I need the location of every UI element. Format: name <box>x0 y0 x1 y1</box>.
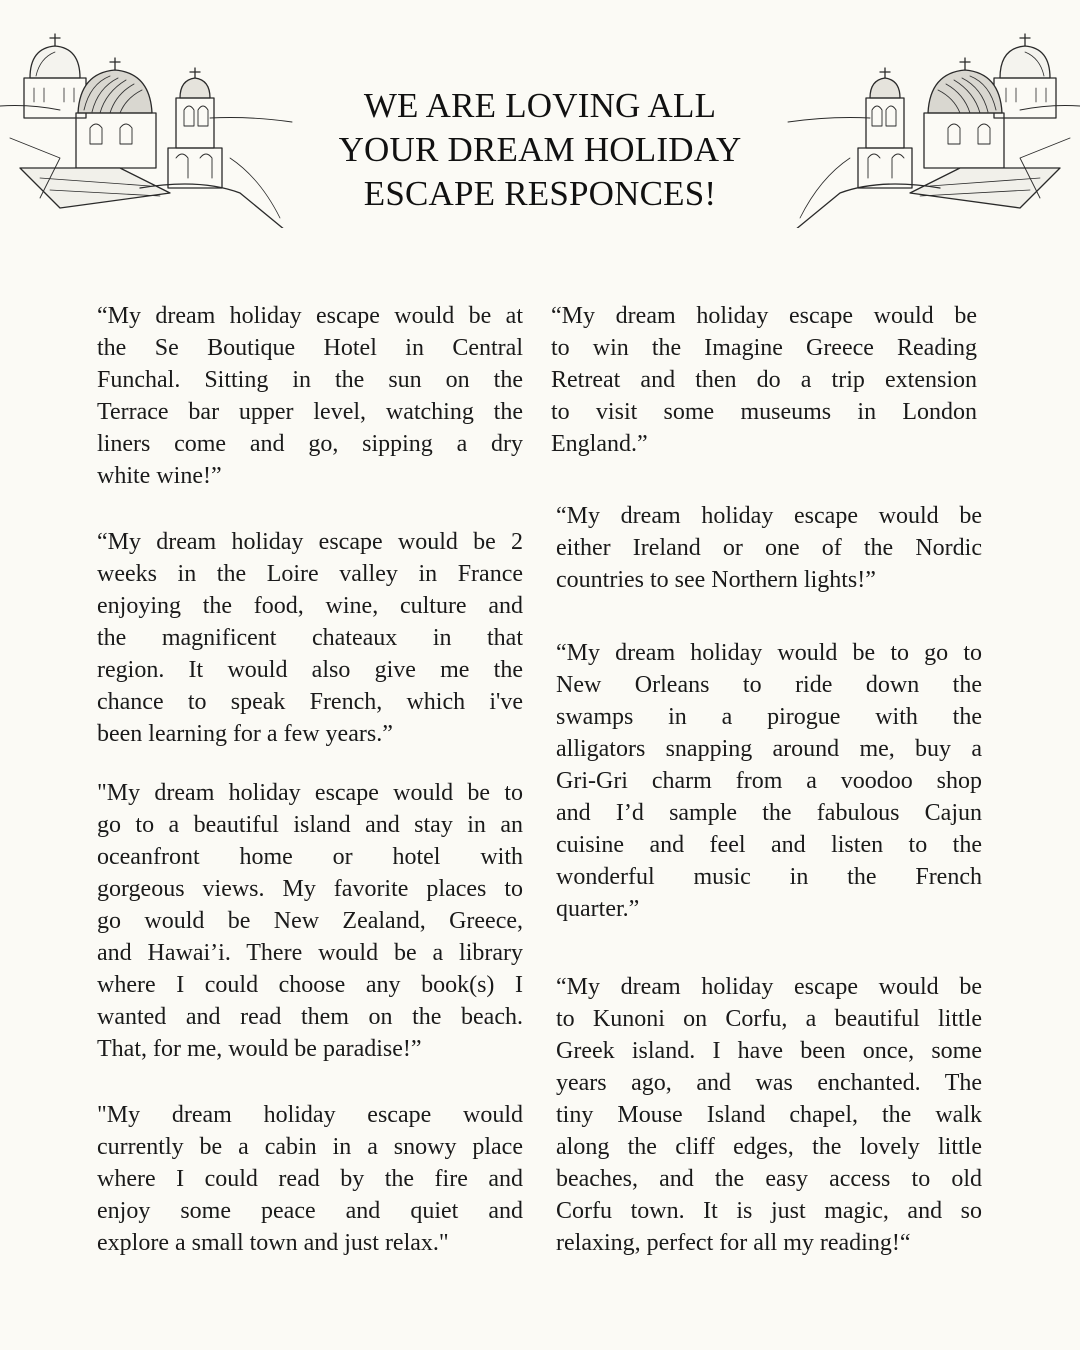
quote-line: either Ireland or one of the Nordic <box>556 535 982 561</box>
quote-line: go to a beautiful island and stay in an <box>97 812 523 838</box>
quote-line: relaxing, perfect for all my reading!“ <box>556 1230 911 1256</box>
quote-line: “My dream holiday escape would be <box>556 503 982 529</box>
quote-line: white wine!” <box>97 463 222 489</box>
quote-line: where I could read by the fire and <box>97 1166 523 1192</box>
quote-line: to visit some museums in London <box>551 399 977 425</box>
quote-line: to win the Imagine Greece Reading <box>551 335 977 361</box>
quote-line: gorgeous views. My favorite places to <box>97 876 523 902</box>
quote-line: "My dream holiday escape would be to <box>97 780 523 806</box>
quote-line: beaches, and the easy access to old <box>556 1166 982 1192</box>
quote-line: “My dream holiday would be to go to <box>556 640 982 666</box>
quote-line: countries to see Northern lights!” <box>556 567 876 593</box>
response-quote <box>556 971 982 1259</box>
quote-line: "My dream holiday escape would <box>97 1102 523 1128</box>
quote-line: Funchal. Sitting in the sun on the <box>97 367 523 393</box>
page-title <box>300 84 780 216</box>
quote-line: Retreat and then do a trip extension <box>551 367 977 393</box>
quote-line: New Orleans to ride down the <box>556 672 982 698</box>
response-quote <box>556 637 982 925</box>
quote-line: wanted and read them on the beach. <box>97 1004 523 1030</box>
quote-line: “My dream holiday escape would be <box>556 974 982 1000</box>
quote-line: oceanfront home or hotel with <box>97 844 523 870</box>
title-line: WE ARE LOVING ALL <box>363 86 717 125</box>
quote-line: years ago, and was enchanted. The <box>556 1070 982 1096</box>
quote-line: explore a small town and just relax." <box>97 1230 449 1256</box>
quote-line: liners come and go, sipping a dry <box>97 431 523 457</box>
quote-line: to Kunoni on Corfu, a beautiful little <box>556 1006 982 1032</box>
quote-line: and Hawai’i. There would be a library <box>97 940 523 966</box>
quote-line: Corfu town. It is just magic, and so <box>556 1198 982 1224</box>
quote-line: go would be New Zealand, Greece, <box>97 908 523 934</box>
response-quote <box>97 777 523 1065</box>
title-line: ESCAPE RESPONCES! <box>363 174 717 213</box>
quote-line: the Se Boutique Hotel in Central <box>97 335 523 361</box>
quote-line: Terrace bar upper level, watching the <box>97 399 523 425</box>
response-quote <box>551 300 977 460</box>
response-quote <box>97 526 523 750</box>
quote-line: weeks in the Loire valley in France <box>97 561 523 587</box>
quote-line: alligators snapping around me, buy a <box>556 736 982 762</box>
quote-line: “My dream holiday escape would be 2 <box>97 529 523 555</box>
quote-line: and I’d sample the fabulous Cajun <box>556 800 982 826</box>
quote-line: “My dream holiday escape would be at <box>97 303 523 329</box>
quote-line: where I could choose any book(s) I <box>97 972 523 998</box>
quote-line: enjoy some peace and quiet and <box>97 1198 523 1224</box>
quote-line: enjoying the food, wine, culture and <box>97 593 523 619</box>
quote-line: “My dream holiday escape would be <box>551 303 977 329</box>
quote-line: cuisine and feel and listen to the <box>556 832 982 858</box>
title-line: YOUR DREAM HOLIDAY <box>338 130 742 169</box>
quote-line: tiny Mouse Island chapel, the walk <box>556 1102 982 1128</box>
response-quote <box>97 300 523 492</box>
santorini-church-sketch-icon <box>780 18 1080 228</box>
santorini-church-sketch-icon <box>0 18 300 228</box>
quote-line: chance to speak French, which i've <box>97 689 523 715</box>
quote-line: quarter.” <box>556 896 640 922</box>
quote-line: swamps in a pirogue with the <box>556 704 982 730</box>
quote-line: That, for me, would be paradise!” <box>97 1036 422 1062</box>
quote-line: region. It would also give me the <box>97 657 523 683</box>
quote-line: along the cliff edges, the lovely little <box>556 1134 982 1160</box>
quote-line: the magnificent chateaux in that <box>97 625 523 651</box>
response-quote <box>556 500 982 596</box>
quote-line: wonderful music in the French <box>556 864 982 890</box>
quote-line: Gri-Gri charm from a voodoo shop <box>556 768 982 794</box>
response-quote <box>97 1099 523 1259</box>
quote-line: been learning for a few years.” <box>97 721 393 747</box>
quote-line: currently be a cabin in a snowy place <box>97 1134 523 1160</box>
quote-line: England.” <box>551 431 648 457</box>
quote-line: Greek island. I have been once, some <box>556 1038 982 1064</box>
